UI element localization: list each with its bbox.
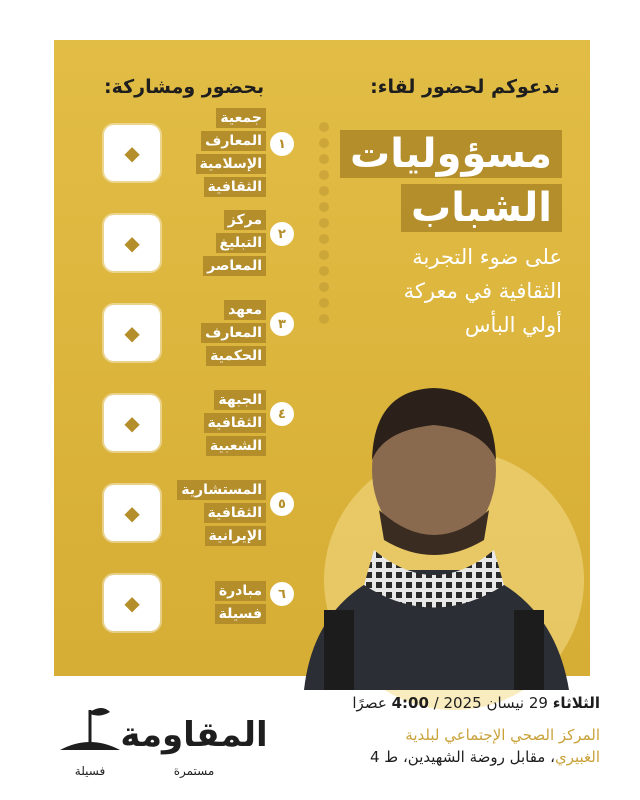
org-name-line: المعارف (201, 131, 266, 151)
address-area: الغبيري (554, 748, 600, 766)
maaref-logo-icon: ◆ (104, 125, 160, 181)
tabligh-logo-icon: ◆ (104, 215, 160, 271)
org-item (94, 198, 304, 288)
event-period: عصرًا (352, 694, 387, 712)
org-name-line: المعاصر (203, 256, 266, 276)
svg-text:المقاومة: المقاومة (120, 715, 268, 755)
event-time: 4:00 (391, 694, 429, 712)
attend-heading: بحضور ومشاركة: (104, 76, 265, 98)
org-name-line: الإيرانية (205, 526, 266, 546)
invite-heading: ندعوكم لحضور لقاء: (370, 76, 560, 98)
org-name-line: المعارف (201, 323, 266, 343)
org-name-line: الحكمية (206, 346, 266, 366)
fasila-caption: فسيلة (74, 764, 106, 778)
headline-block (332, 130, 562, 340)
org-item (94, 108, 304, 198)
muqawama-caption: مستمرة (173, 764, 215, 778)
org-item (94, 468, 304, 558)
org-name (181, 479, 266, 548)
muqawama-logo-icon (120, 698, 268, 758)
org-name-line: مركز (224, 210, 266, 230)
org-name (192, 389, 266, 458)
headline-line-1: مسؤوليات (340, 130, 562, 178)
person-photo (284, 370, 584, 690)
org-number: ٦ (270, 582, 294, 606)
event-venue: المركز الصحي الإجتماعي لبلدية (405, 726, 600, 744)
organizations-list (94, 108, 304, 648)
org-item (94, 288, 304, 378)
org-name-line: الثقافية (204, 503, 266, 523)
org-name-line: المستشارية (177, 480, 266, 500)
org-name-line: الثقافية (204, 413, 266, 433)
org-item (94, 378, 304, 468)
subtitle-line-3: أولي البأس (464, 313, 562, 337)
event-address (370, 748, 600, 766)
org-name-line: التبليغ (216, 233, 266, 253)
event-datetime: الثلاثاء 29 نيسان 2025 / 4:00 عصرًا (352, 694, 600, 712)
org-number: ٤ (270, 402, 294, 426)
org-item (94, 558, 304, 648)
org-name-line: جمعية (216, 108, 266, 128)
org-name (192, 580, 266, 626)
org-name-line: الجبهة (214, 390, 266, 410)
org-name-line: الإسلامية (196, 154, 267, 174)
org-number: ٣ (270, 312, 294, 336)
event-day: الثلاثاء (552, 694, 600, 712)
org-name-line: الشعبية (206, 436, 266, 456)
decorative-dots (314, 122, 334, 332)
org-number: ١ (270, 132, 294, 156)
headline-line-2: الشباب (401, 184, 562, 232)
org-name-line: معهد (224, 300, 266, 320)
subtitle-line-2: الثقافية في معركة (403, 279, 562, 303)
fasila-logo-icon: ◆ (104, 575, 160, 631)
org-name (192, 209, 266, 278)
iran-emblem-logo-icon: ◆ (104, 485, 160, 541)
footer (0, 690, 640, 800)
org-name (192, 107, 266, 199)
org-name-line: مبادرة (215, 581, 266, 601)
org-number: ٥ (270, 492, 294, 516)
org-name-line: فسيلة (215, 604, 266, 624)
org-number: ٢ (270, 222, 294, 246)
muqawama-logo (120, 698, 268, 778)
poster (54, 40, 590, 676)
fasila-footer-logo (52, 700, 128, 778)
subtitle-line-1: على ضوء التجربة (412, 245, 562, 269)
address-details: ، مقابل روضة الشهيدين، ط 4 (369, 748, 555, 766)
sprout-icon (52, 700, 128, 756)
event-date: 29 نيسان 2025 (443, 694, 548, 712)
org-name-line: الثقافية (204, 177, 266, 197)
jabha-logo-icon: ◆ (104, 395, 160, 451)
hikmiya-logo-icon: ◆ (104, 305, 160, 361)
org-name (192, 299, 266, 368)
